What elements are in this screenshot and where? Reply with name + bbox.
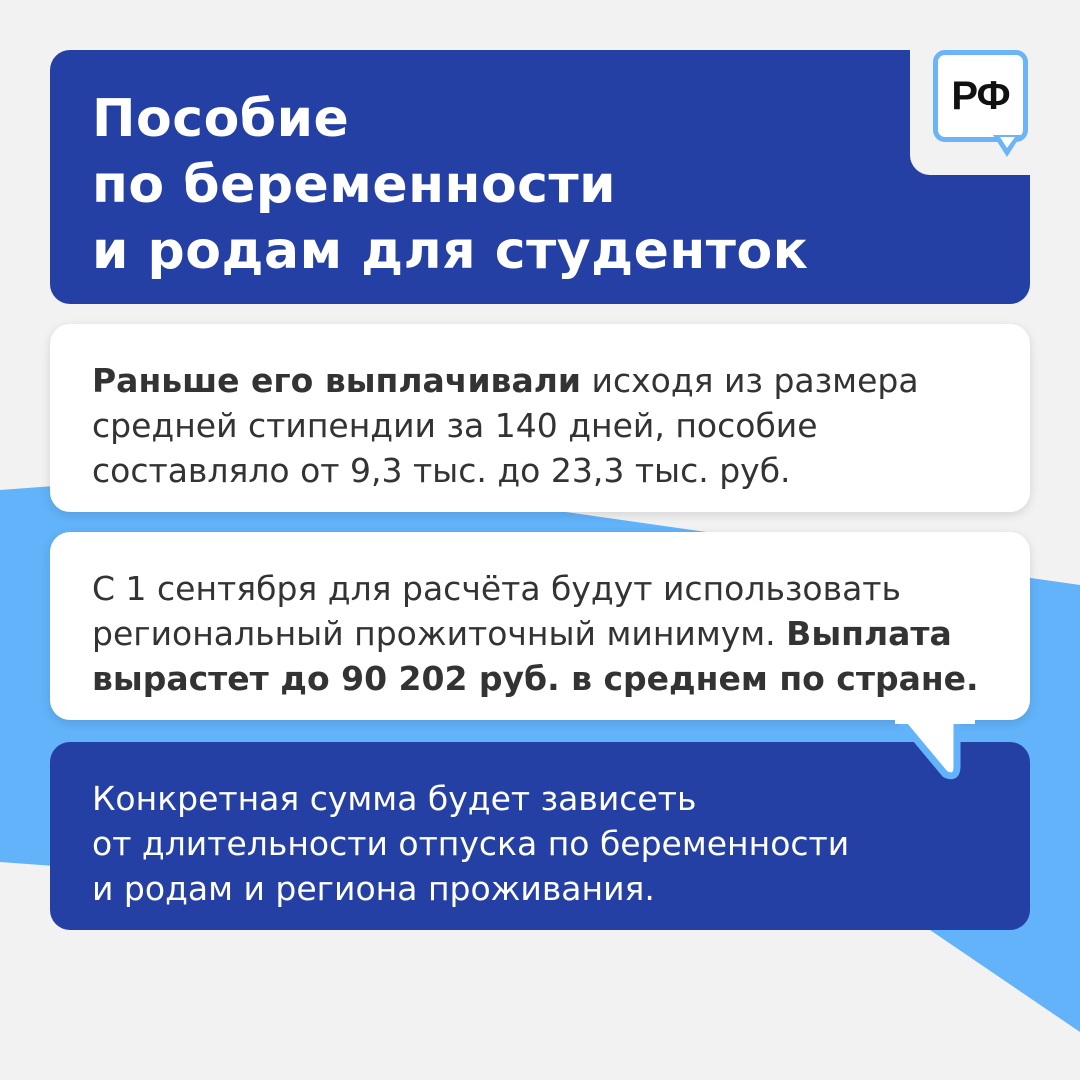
title-line-3: и родам для студенток [92,221,809,281]
title-line-1: Пособие [92,89,350,149]
rf-logo [933,50,1028,142]
info-bold-new: Выплата вырастет до 90 202 руб. в среднем по стране. [92,614,979,698]
info-rest-previous: исходя из размера средней стипендии за 140 дней, пособие составляло от 9,3 тыс. до 23,3 тыс. руб. [92,361,919,490]
summary-line-1: Конкретная сумма будет зависеть [92,779,697,818]
info-normal-new: С 1 сентября для расчёта будут использовать региональный прожиточный минимум. [92,569,901,653]
summary-text [92,776,990,911]
summary-line-2: от длительности отпуска по беременности [92,824,850,863]
info-card-previous [50,324,1030,512]
info-bold-previous: Раньше его выплачивали [92,361,582,400]
speech-tail-icon [895,718,975,784]
page-title [92,86,808,284]
title-line-2: по беременности [92,155,617,215]
info-text-previous [92,358,990,493]
info-text-new [92,566,990,701]
info-card-new [50,532,1030,720]
logo-text: РФ [951,73,1010,118]
title-card [50,50,1030,304]
summary-line-3: и родам и региона проживания. [92,869,655,908]
speech-bubble-logo-icon [985,135,1025,160]
summary-card [50,742,1030,930]
